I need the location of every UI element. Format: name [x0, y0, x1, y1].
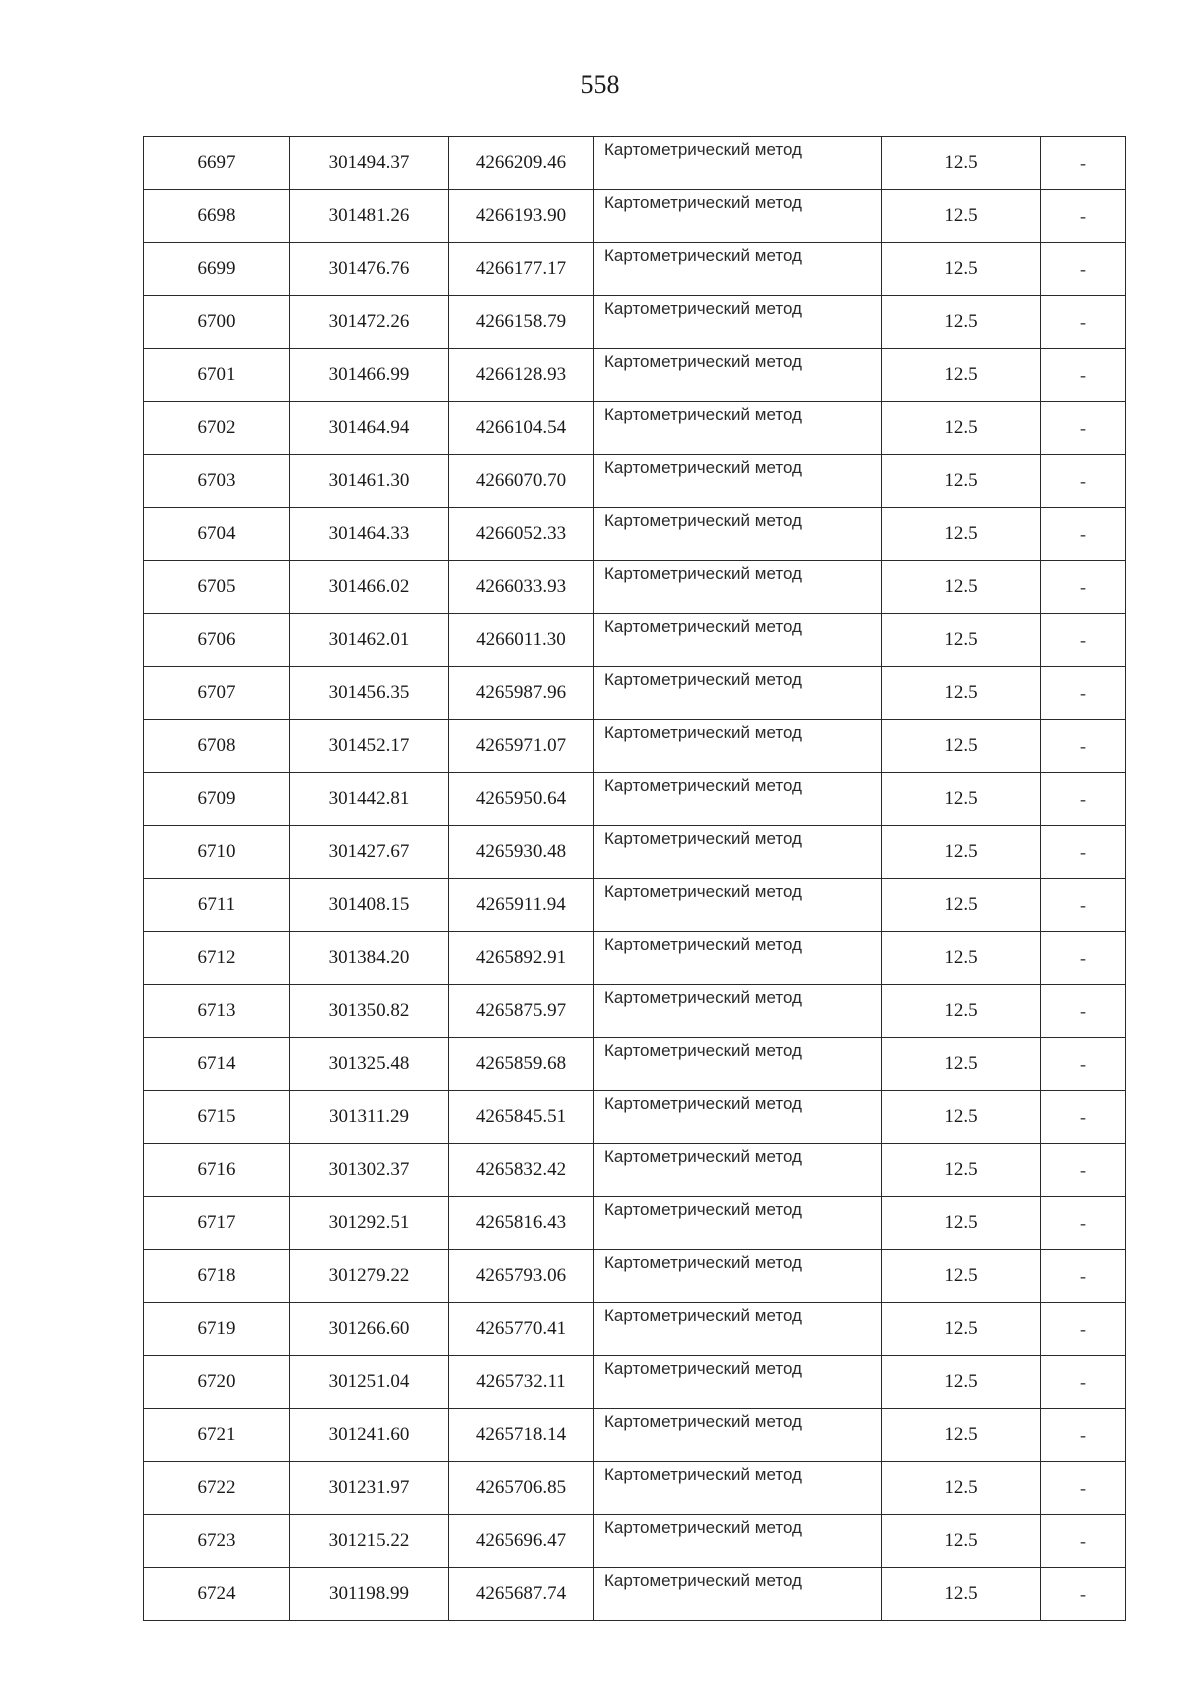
table-row: [144, 1303, 1126, 1356]
x-coordinate-cell: 301494.37: [290, 137, 449, 190]
accuracy-cell: 12.5: [882, 561, 1041, 614]
point-number-cell: 6713: [144, 985, 290, 1038]
method-cell: Картометрический метод: [594, 985, 882, 1038]
table-row: [144, 1462, 1126, 1515]
note-cell: -: [1041, 296, 1126, 349]
method-cell: Картометрический метод: [594, 720, 882, 773]
accuracy-cell: 12.5: [882, 985, 1041, 1038]
y-coordinate-cell: 4265687.74: [449, 1568, 594, 1621]
method-cell: Картометрический метод: [594, 879, 882, 932]
note-cell: -: [1041, 1303, 1126, 1356]
y-coordinate-cell: 4266011.30: [449, 614, 594, 667]
note-cell: -: [1041, 455, 1126, 508]
accuracy-cell: 12.5: [882, 1409, 1041, 1462]
note-cell: -: [1041, 1409, 1126, 1462]
accuracy-cell: 12.5: [882, 296, 1041, 349]
x-coordinate-cell: 301279.22: [290, 1250, 449, 1303]
y-coordinate-cell: 4266070.70: [449, 455, 594, 508]
point-number-cell: 6722: [144, 1462, 290, 1515]
y-coordinate-cell: 4266128.93: [449, 349, 594, 402]
y-coordinate-cell: 4265971.07: [449, 720, 594, 773]
point-number-cell: 6701: [144, 349, 290, 402]
point-number-cell: 6719: [144, 1303, 290, 1356]
method-cell: Картометрический метод: [594, 402, 882, 455]
table-row: [144, 1038, 1126, 1091]
method-cell: Картометрический метод: [594, 243, 882, 296]
coordinates-table: [143, 136, 1126, 1621]
method-cell: Картометрический метод: [594, 614, 882, 667]
point-number-cell: 6708: [144, 720, 290, 773]
table-row: [144, 1409, 1126, 1462]
method-cell: Картометрический метод: [594, 508, 882, 561]
point-number-cell: 6706: [144, 614, 290, 667]
method-cell: Картометрический метод: [594, 455, 882, 508]
y-coordinate-cell: 4265718.14: [449, 1409, 594, 1462]
method-cell: Картометрический метод: [594, 1144, 882, 1197]
note-cell: -: [1041, 667, 1126, 720]
table-row: [144, 137, 1126, 190]
method-cell: Картометрический метод: [594, 1356, 882, 1409]
method-cell: Картометрический метод: [594, 1462, 882, 1515]
table-row: [144, 1144, 1126, 1197]
table-row: [144, 1250, 1126, 1303]
point-number-cell: 6712: [144, 932, 290, 985]
method-cell: Картометрический метод: [594, 1197, 882, 1250]
table-row: [144, 561, 1126, 614]
table-row: [144, 455, 1126, 508]
y-coordinate-cell: 4265911.94: [449, 879, 594, 932]
y-coordinate-cell: 4265859.68: [449, 1038, 594, 1091]
method-cell: Картометрический метод: [594, 1303, 882, 1356]
point-number-cell: 6710: [144, 826, 290, 879]
accuracy-cell: 12.5: [882, 1462, 1041, 1515]
accuracy-cell: 12.5: [882, 932, 1041, 985]
method-cell: Картометрический метод: [594, 773, 882, 826]
x-coordinate-cell: 301456.35: [290, 667, 449, 720]
note-cell: -: [1041, 985, 1126, 1038]
x-coordinate-cell: 301464.33: [290, 508, 449, 561]
note-cell: -: [1041, 1462, 1126, 1515]
x-coordinate-cell: 301472.26: [290, 296, 449, 349]
x-coordinate-cell: 301266.60: [290, 1303, 449, 1356]
note-cell: -: [1041, 1568, 1126, 1621]
x-coordinate-cell: 301251.04: [290, 1356, 449, 1409]
table-row: [144, 1515, 1126, 1568]
note-cell: -: [1041, 508, 1126, 561]
point-number-cell: 6698: [144, 190, 290, 243]
table-row: [144, 243, 1126, 296]
x-coordinate-cell: 301461.30: [290, 455, 449, 508]
table-row: [144, 985, 1126, 1038]
note-cell: -: [1041, 614, 1126, 667]
note-cell: -: [1041, 826, 1126, 879]
note-cell: -: [1041, 773, 1126, 826]
y-coordinate-cell: 4266104.54: [449, 402, 594, 455]
accuracy-cell: 12.5: [882, 614, 1041, 667]
y-coordinate-cell: 4265892.91: [449, 932, 594, 985]
x-coordinate-cell: 301215.22: [290, 1515, 449, 1568]
x-coordinate-cell: 301325.48: [290, 1038, 449, 1091]
note-cell: -: [1041, 1144, 1126, 1197]
x-coordinate-cell: 301408.15: [290, 879, 449, 932]
x-coordinate-cell: 301462.01: [290, 614, 449, 667]
method-cell: Картометрический метод: [594, 1038, 882, 1091]
point-number-cell: 6705: [144, 561, 290, 614]
method-cell: Картометрический метод: [594, 296, 882, 349]
x-coordinate-cell: 301452.17: [290, 720, 449, 773]
y-coordinate-cell: 4265696.47: [449, 1515, 594, 1568]
accuracy-cell: 12.5: [882, 455, 1041, 508]
y-coordinate-cell: 4265816.43: [449, 1197, 594, 1250]
accuracy-cell: 12.5: [882, 1356, 1041, 1409]
accuracy-cell: 12.5: [882, 1144, 1041, 1197]
point-number-cell: 6711: [144, 879, 290, 932]
y-coordinate-cell: 4265732.11: [449, 1356, 594, 1409]
accuracy-cell: 12.5: [882, 826, 1041, 879]
method-cell: Картометрический метод: [594, 1409, 882, 1462]
point-number-cell: 6723: [144, 1515, 290, 1568]
note-cell: -: [1041, 1038, 1126, 1091]
note-cell: -: [1041, 932, 1126, 985]
note-cell: -: [1041, 190, 1126, 243]
x-coordinate-cell: 301241.60: [290, 1409, 449, 1462]
point-number-cell: 6700: [144, 296, 290, 349]
point-number-cell: 6704: [144, 508, 290, 561]
table-row: [144, 1091, 1126, 1144]
x-coordinate-cell: 301292.51: [290, 1197, 449, 1250]
note-cell: -: [1041, 561, 1126, 614]
note-cell: -: [1041, 1250, 1126, 1303]
accuracy-cell: 12.5: [882, 190, 1041, 243]
point-number-cell: 6721: [144, 1409, 290, 1462]
method-cell: Картометрический метод: [594, 1515, 882, 1568]
accuracy-cell: 12.5: [882, 667, 1041, 720]
table-row: [144, 1568, 1126, 1621]
method-cell: Картометрический метод: [594, 1568, 882, 1621]
point-number-cell: 6720: [144, 1356, 290, 1409]
note-cell: -: [1041, 1356, 1126, 1409]
table-row: [144, 508, 1126, 561]
table-row: [144, 932, 1126, 985]
point-number-cell: 6702: [144, 402, 290, 455]
y-coordinate-cell: 4265987.96: [449, 667, 594, 720]
x-coordinate-cell: 301302.37: [290, 1144, 449, 1197]
accuracy-cell: 12.5: [882, 1568, 1041, 1621]
note-cell: -: [1041, 349, 1126, 402]
note-cell: -: [1041, 1515, 1126, 1568]
method-cell: Картометрический метод: [594, 561, 882, 614]
table-row: [144, 1356, 1126, 1409]
point-number-cell: 6714: [144, 1038, 290, 1091]
note-cell: -: [1041, 137, 1126, 190]
method-cell: Картометрический метод: [594, 1091, 882, 1144]
y-coordinate-cell: 4265770.41: [449, 1303, 594, 1356]
point-number-cell: 6709: [144, 773, 290, 826]
point-number-cell: 6724: [144, 1568, 290, 1621]
point-number-cell: 6697: [144, 137, 290, 190]
point-number-cell: 6715: [144, 1091, 290, 1144]
table-row: [144, 296, 1126, 349]
x-coordinate-cell: 301481.26: [290, 190, 449, 243]
accuracy-cell: 12.5: [882, 1303, 1041, 1356]
y-coordinate-cell: 4266052.33: [449, 508, 594, 561]
method-cell: Картометрический метод: [594, 826, 882, 879]
x-coordinate-cell: 301350.82: [290, 985, 449, 1038]
table-row: [144, 614, 1126, 667]
table-row: [144, 402, 1126, 455]
table-row: [144, 879, 1126, 932]
point-number-cell: 6718: [144, 1250, 290, 1303]
y-coordinate-cell: 4265793.06: [449, 1250, 594, 1303]
y-coordinate-cell: 4265930.48: [449, 826, 594, 879]
table-row: [144, 720, 1126, 773]
table-row: [144, 349, 1126, 402]
table-row: [144, 773, 1126, 826]
table-row: [144, 667, 1126, 720]
accuracy-cell: 12.5: [882, 1038, 1041, 1091]
accuracy-cell: 12.5: [882, 137, 1041, 190]
accuracy-cell: 12.5: [882, 349, 1041, 402]
note-cell: -: [1041, 402, 1126, 455]
y-coordinate-cell: 4265845.51: [449, 1091, 594, 1144]
accuracy-cell: 12.5: [882, 243, 1041, 296]
x-coordinate-cell: 301464.94: [290, 402, 449, 455]
y-coordinate-cell: 4266177.17: [449, 243, 594, 296]
table-row: [144, 190, 1126, 243]
note-cell: -: [1041, 243, 1126, 296]
y-coordinate-cell: 4266033.93: [449, 561, 594, 614]
note-cell: -: [1041, 720, 1126, 773]
x-coordinate-cell: 301198.99: [290, 1568, 449, 1621]
y-coordinate-cell: 4265706.85: [449, 1462, 594, 1515]
method-cell: Картометрический метод: [594, 1250, 882, 1303]
y-coordinate-cell: 4265832.42: [449, 1144, 594, 1197]
y-coordinate-cell: 4265875.97: [449, 985, 594, 1038]
point-number-cell: 6699: [144, 243, 290, 296]
accuracy-cell: 12.5: [882, 1515, 1041, 1568]
note-cell: -: [1041, 1091, 1126, 1144]
y-coordinate-cell: 4266209.46: [449, 137, 594, 190]
x-coordinate-cell: 301466.02: [290, 561, 449, 614]
note-cell: -: [1041, 1197, 1126, 1250]
page-number: 558: [580, 70, 620, 99]
x-coordinate-cell: 301384.20: [290, 932, 449, 985]
method-cell: Картометрический метод: [594, 667, 882, 720]
accuracy-cell: 12.5: [882, 1250, 1041, 1303]
method-cell: Картометрический метод: [594, 137, 882, 190]
note-cell: -: [1041, 879, 1126, 932]
point-number-cell: 6717: [144, 1197, 290, 1250]
x-coordinate-cell: 301466.99: [290, 349, 449, 402]
coordinates-table-body: [144, 137, 1126, 1621]
point-number-cell: 6707: [144, 667, 290, 720]
accuracy-cell: 12.5: [882, 879, 1041, 932]
method-cell: Картометрический метод: [594, 190, 882, 243]
y-coordinate-cell: 4266158.79: [449, 296, 594, 349]
method-cell: Картометрический метод: [594, 349, 882, 402]
x-coordinate-cell: 301476.76: [290, 243, 449, 296]
point-number-cell: 6703: [144, 455, 290, 508]
method-cell: Картометрический метод: [594, 932, 882, 985]
x-coordinate-cell: 301427.67: [290, 826, 449, 879]
accuracy-cell: 12.5: [882, 773, 1041, 826]
table-row: [144, 826, 1126, 879]
y-coordinate-cell: 4266193.90: [449, 190, 594, 243]
accuracy-cell: 12.5: [882, 1091, 1041, 1144]
x-coordinate-cell: 301231.97: [290, 1462, 449, 1515]
accuracy-cell: 12.5: [882, 1197, 1041, 1250]
accuracy-cell: 12.5: [882, 402, 1041, 455]
y-coordinate-cell: 4265950.64: [449, 773, 594, 826]
point-number-cell: 6716: [144, 1144, 290, 1197]
accuracy-cell: 12.5: [882, 508, 1041, 561]
x-coordinate-cell: 301442.81: [290, 773, 449, 826]
x-coordinate-cell: 301311.29: [290, 1091, 449, 1144]
table-row: [144, 1197, 1126, 1250]
accuracy-cell: 12.5: [882, 720, 1041, 773]
